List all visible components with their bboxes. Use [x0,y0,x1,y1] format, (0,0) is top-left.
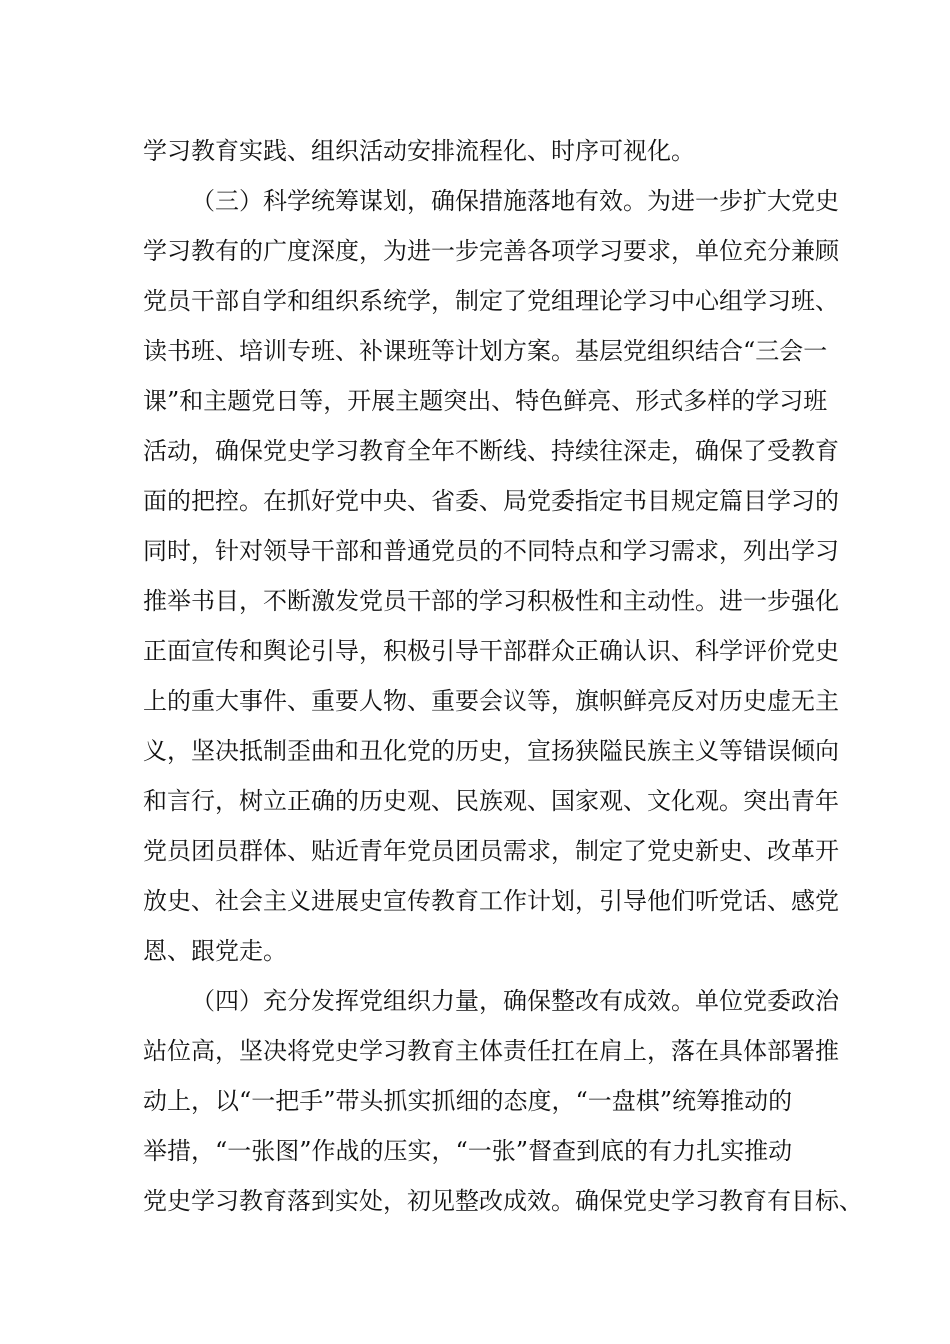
text-line: 站位高，坚决将党史学习教育主体责任扛在肩上，落在具体部署推 [143,1037,839,1065]
text-line: 上的重大事件、重要人物、重要会议等，旗帜鲜亮反对历史虚无主 [143,687,839,715]
text-line: 动上，以“一把手”带头抓实抓细的态度，“一盘棋”统筹推动的 [143,1087,793,1115]
text-line: 正面宣传和舆论引导，积极引导干部群众正确认识、科学评价党史 [143,637,839,665]
text-line: 恩、跟党走。 [143,937,287,965]
text-line: 举措，“一张图”作战的压实，“一张”督查到底的有力扎实推动 [143,1137,793,1165]
text-line: 党员团员群体、贴近青年党员团员需求，制定了党史新史、改革开 [143,837,839,865]
text-line: 义，坚决抵制歪曲和丑化党的历史，宣扬狭隘民族主义等错误倾向 [143,737,839,765]
paragraph-4-first-line: （四）充分发挥党组织力量，确保整改有成效。单位党委政治 [191,987,839,1015]
text-line: 课”和主题党日等，开展主题突出、特色鲜亮、形式多样的学习班 [143,387,828,415]
text-line: 放史、社会主义进展史宣传教育工作计划，引导他们听党话、感党 [143,887,839,915]
paragraph-3-first-line: （三）科学统筹谋划，确保措施落地有效。为进一步扩大党史 [191,187,839,215]
text-line: 学习教有的广度深度，为进一步完善各项学习要求，单位充分兼顾 [143,237,839,265]
text-line: 党员干部自学和组织系统学，制定了党组理论学习中心组学习班、 [143,287,839,315]
text-line: 读书班、培训专班、补课班等计划方案。基层党组织结合“三会一 [143,337,828,365]
text-line: 推举书目，不断激发党员干部的学习积极性和主动性。进一步强化 [143,587,839,615]
text-line: 和言行，树立正确的历史观、民族观、国家观、文化观。突出青年 [143,787,839,815]
text-line: 党史学习教育落到实处，初见整改成效。确保党史学习教育有目标、 [143,1187,863,1215]
text-line: 面的把控。在抓好党中央、省委、局党委指定书目规定篇目学习的 [143,487,839,515]
text-line: 学习教育实践、组织活动安排流程化、时序可视化。 [143,137,695,165]
text-line: 同时，针对领导干部和普通党员的不同特点和学习需求，列出学习 [143,537,839,565]
text-line: 活动，确保党史学习教育全年不断线、持续往深走，确保了受教育 [143,437,839,465]
